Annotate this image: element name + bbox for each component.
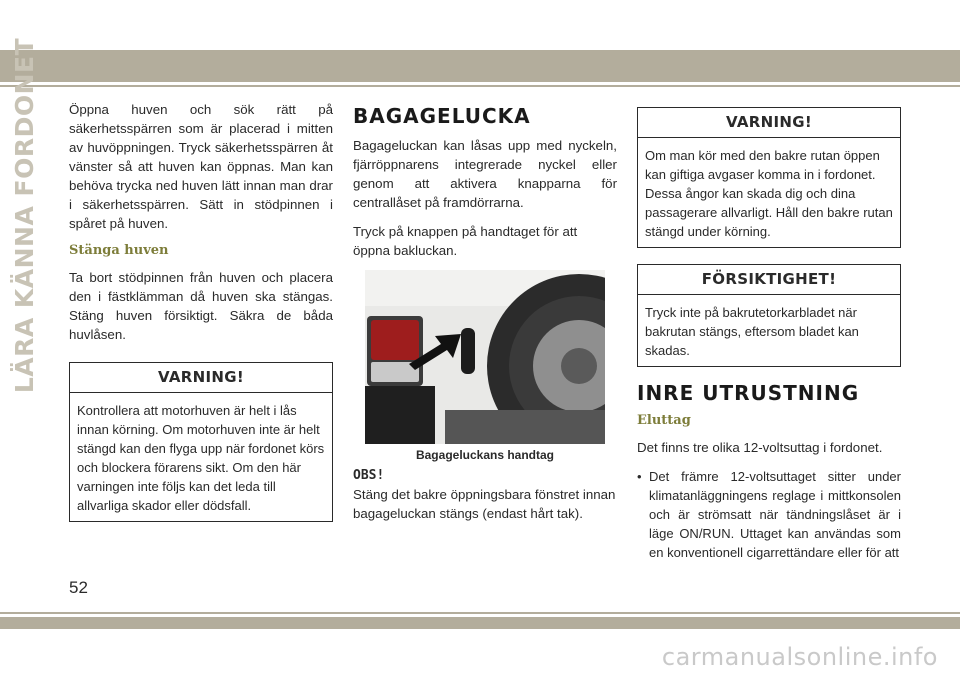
- page-number: 52: [69, 578, 88, 597]
- tailgate-handle-photo: [365, 270, 605, 444]
- column-3: [637, 107, 901, 562]
- watermark: carmanualsonline.info: [661, 643, 938, 671]
- outlets-list: [637, 467, 901, 562]
- header-band: [0, 50, 960, 82]
- section-heading-tailgate: BAGAGELUCKA: [353, 104, 531, 128]
- warning-title: VARNING!: [70, 363, 332, 393]
- tailgate-handle-figure: [365, 270, 605, 462]
- note-text: Stäng det bakre öppningsbara fönstret innan bagageluckan stängs (endast hårt tak).: [353, 487, 616, 521]
- outlets-paragraph: Det finns tre olika 12-voltsuttag i fordonet.: [637, 440, 883, 455]
- list-item: • Det främre 12-voltsuttaget sitter under klimatanläggningens reglage i mittkonsolen och är strömsatt när tändningslåset är i läge ON/RUN. Uttaget kan användas som en konventionell cigarrettändare eller för att: [637, 467, 901, 562]
- tailgate-paragraph-2: Tryck på knappen på handtaget för att öppna bakluckan.: [353, 224, 578, 258]
- footer-rule: [0, 612, 960, 614]
- intro-paragraph: Öppna huven och sök rätt på säkerhetsspärren som är placerad i mitten av huvöppningen. Tryck säkerhetsspärren åt vänster så att huven kan öppnas. Man kan behöva trycka ned huven lätt innan man drar i säkerhetsspärren. Sätt in stödpinnen i spåret på huven.: [69, 102, 333, 231]
- warning-title-exhaust: VARNING!: [638, 108, 900, 138]
- caution-text: Tryck inte på bakrutetorkarbladet när bakrutan stängs, eftersom bladet kan skadas.: [645, 305, 859, 358]
- subheading-power-outlets: Eluttag: [637, 413, 691, 428]
- warning-box-hood: [69, 362, 333, 522]
- caution-box-wiper: [637, 264, 901, 367]
- footer-band: [0, 617, 960, 629]
- warning-box-exhaust: [637, 107, 901, 248]
- subheading-close-hood: Stänga huven: [69, 243, 169, 258]
- section-heading-interior: INRE UTRUSTNING: [637, 381, 860, 405]
- note-label: OBS!: [353, 468, 385, 483]
- warning-text: Kontrollera att motorhuven är helt i lås innan körning. Om motorhuven inte är helt stängd kan den flyga upp när fordonet körs och blockera förarens sikt. Om den här varningen inte följs kan det leda till allvarliga skador eller dödsfall.: [77, 403, 325, 513]
- figure-caption: Bagageluckans handtag: [415, 448, 555, 462]
- column-1: [69, 100, 333, 532]
- header-rule: [0, 85, 960, 87]
- close-hood-paragraph: Ta bort stödpinnen från huven och placera den i fästklämman då huven ska stängas. Stäng huven försiktigt. Säkra de båda huvlåsen.: [69, 270, 333, 342]
- side-chapter-tab: [2, 37, 48, 393]
- tailgate-paragraph-1: Bagageluckan kan låsas upp med nyckeln, fjärröppnarens integrerade nyckel eller genom att aktivera knapparna för centrallåset på framdörrarna.: [353, 138, 617, 210]
- column-2: [353, 100, 617, 533]
- caution-title: FÖRSIKTIGHET!: [638, 265, 900, 295]
- warning-text-exhaust: Om man kör med den bakre rutan öppen kan giftiga avgaser komma in i fordonet. Dessa ångor kan skada dig och dina passagerare allvarligt. Håll den bakre rutan stängd under körning.: [645, 148, 893, 239]
- side-chapter-label: LÄRA KÄNNA FORDONET: [10, 37, 40, 393]
